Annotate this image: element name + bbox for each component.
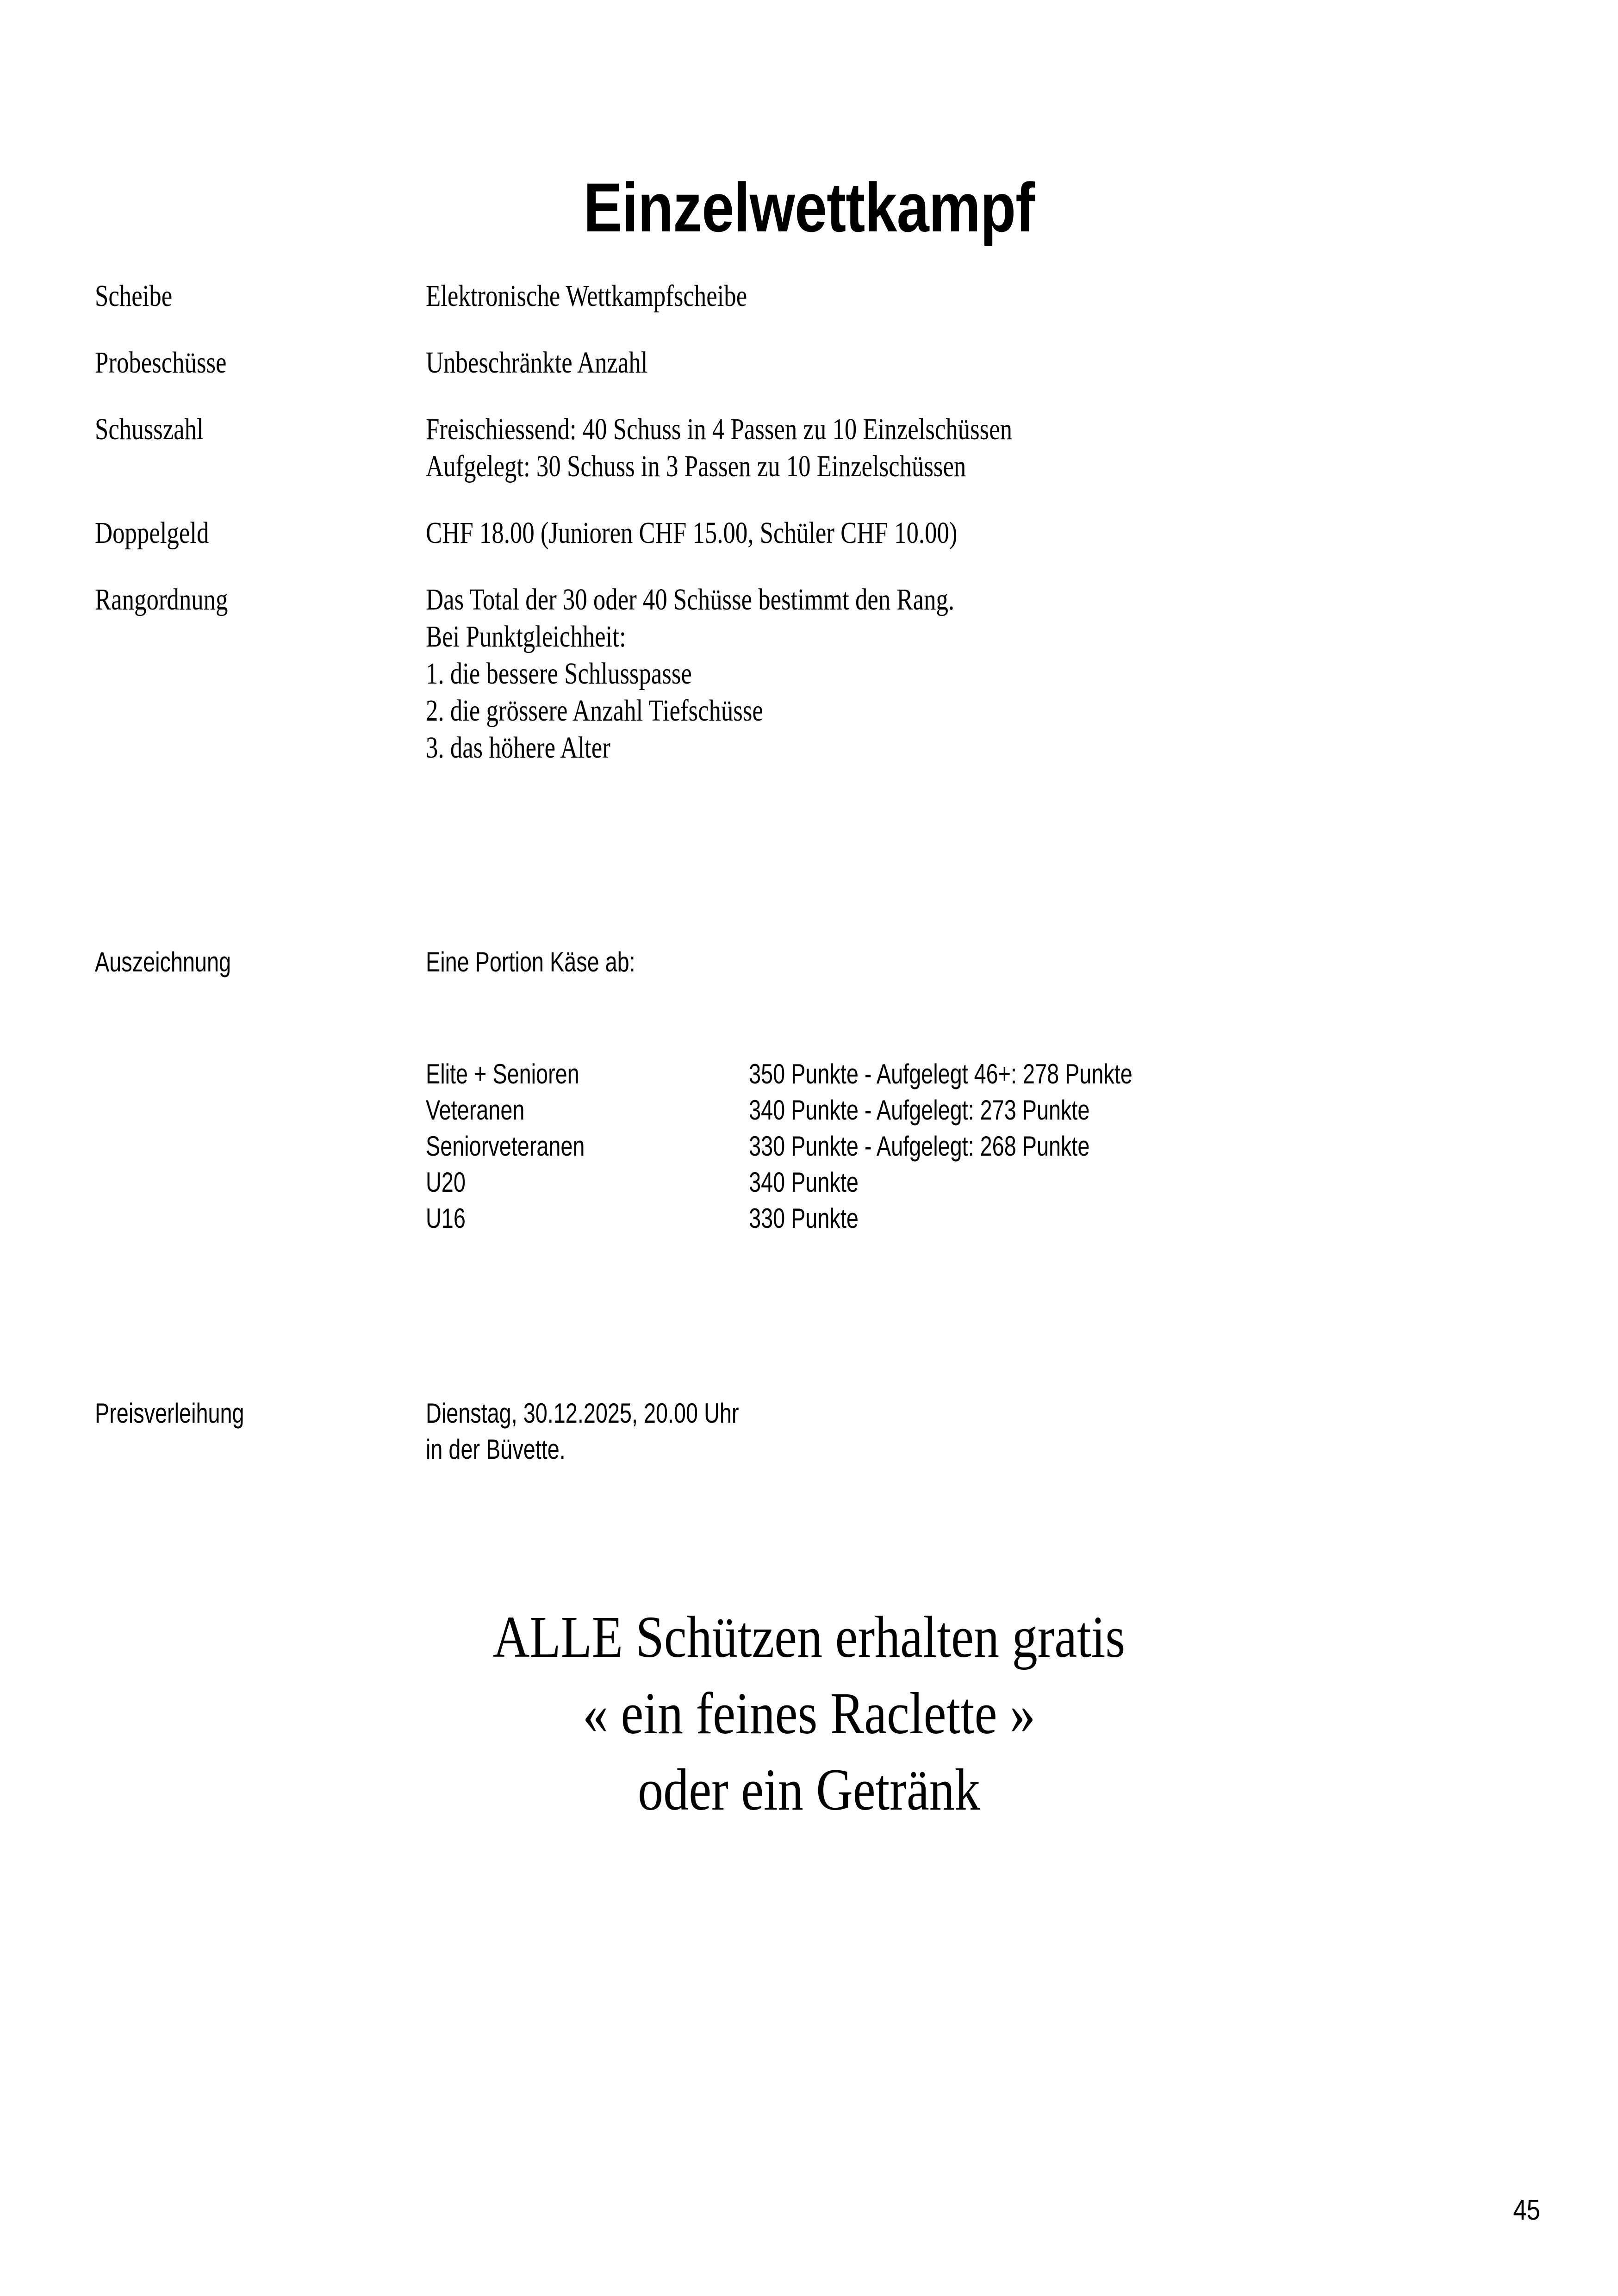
auszeichnung-block bbox=[95, 944, 1553, 1010]
detail-label-schusszahl: Schusszahl bbox=[95, 412, 204, 446]
page-number: 45 bbox=[1513, 2194, 1540, 2226]
detail-line: Dienstag, 30.12.2025, 20.00 Uhr bbox=[426, 1398, 739, 1429]
detail-value-schusszahl bbox=[426, 411, 1553, 485]
detail-line: Elektronische Wettkampfscheibe bbox=[426, 279, 747, 313]
detail-value-preisverleihung bbox=[426, 1395, 1553, 1468]
table-cell-value: 340 Punkte bbox=[749, 1167, 859, 1198]
detail-row-doppelgeld bbox=[95, 515, 1553, 552]
table-row bbox=[426, 1092, 1133, 1128]
table-row bbox=[426, 1201, 1133, 1237]
detail-label-doppelgeld: Doppelgeld bbox=[95, 516, 209, 550]
detail-line: Eine Portion Käse ab: bbox=[426, 946, 635, 977]
table-cell-category: Veteranen bbox=[426, 1095, 525, 1126]
detail-line: in der Büvette. bbox=[426, 1434, 566, 1465]
table-cell-value: 330 Punkte - Aufgelegt: 268 Punkte bbox=[749, 1131, 1090, 1162]
detail-row-probeschuesse bbox=[95, 344, 1553, 381]
table-cell-category: U16 bbox=[426, 1203, 466, 1234]
table-cell-value: 330 Punkte bbox=[749, 1203, 859, 1234]
detail-row-rangordnung bbox=[95, 581, 1553, 766]
detail-row-scheibe bbox=[95, 278, 1553, 315]
table-row bbox=[426, 1128, 1133, 1164]
table-row bbox=[426, 1164, 1133, 1201]
detail-row-auszeichnung bbox=[95, 944, 1553, 980]
award-notice-line-1: ALLE Schützen erhalten gratis bbox=[492, 1604, 1126, 1670]
detail-label-scheibe: Scheibe bbox=[95, 279, 173, 313]
detail-value-rangordnung bbox=[426, 581, 1553, 766]
detail-label-preisverleihung: Preisverleihung bbox=[95, 1398, 244, 1429]
table-cell-value: 340 Punkte - Aufgelegt: 273 Punkte bbox=[749, 1095, 1090, 1126]
detail-row-preisverleihung bbox=[95, 1395, 1553, 1468]
detail-label-auszeichnung: Auszeichnung bbox=[95, 946, 231, 977]
detail-label-probeschuesse: Probeschüsse bbox=[95, 346, 227, 380]
detail-line: Aufgelegt: 30 Schuss in 3 Passen zu 10 Einzelschüssen bbox=[426, 449, 966, 483]
table-cell-category: U20 bbox=[426, 1167, 466, 1198]
table-row bbox=[426, 1056, 1133, 1092]
award-notice-line-2: « ein feines Raclette » bbox=[582, 1680, 1036, 1746]
preisverleihung-block bbox=[95, 1395, 1553, 1497]
detail-line: Freischiessend: 40 Schuss in 4 Passen zu 10 Einzelschüssen bbox=[426, 412, 1013, 446]
detail-line: 3. das höhere Alter bbox=[426, 731, 610, 765]
detail-line: CHF 18.00 (Junioren CHF 15.00, Schüler CHF 10.00) bbox=[426, 516, 958, 550]
points-table bbox=[426, 1056, 1332, 1237]
detail-value-auszeichnung bbox=[426, 944, 1553, 980]
detail-line: 1. die bessere Schlusspasse bbox=[426, 657, 692, 691]
table-cell-category: Elite + Senioren bbox=[426, 1058, 579, 1089]
detail-value-probeschuesse bbox=[426, 344, 1553, 381]
award-notice bbox=[0, 1599, 1618, 1828]
page-title: Einzelwettkampf bbox=[583, 168, 1035, 246]
detail-value-doppelgeld bbox=[426, 515, 1553, 552]
detail-line: 2. die grössere Anzahl Tiefschüsse bbox=[426, 694, 763, 728]
detail-value-scheibe bbox=[426, 278, 1553, 315]
table-cell-category: Seniorveteranen bbox=[426, 1131, 585, 1162]
table-cell-value: 350 Punkte - Aufgelegt 46+: 278 Punkte bbox=[749, 1058, 1133, 1089]
detail-line: Bei Punktgleichheit: bbox=[426, 620, 626, 653]
detail-row-schusszahl bbox=[95, 411, 1553, 485]
competition-details-list bbox=[95, 278, 1553, 796]
detail-line: Unbeschränkte Anzahl bbox=[426, 346, 648, 380]
detail-label-rangordnung: Rangordnung bbox=[95, 583, 228, 616]
detail-line: Das Total der 30 oder 40 Schüsse bestimmt den Rang. bbox=[426, 583, 955, 616]
award-notice-line-3: oder ein Getränk bbox=[638, 1757, 980, 1823]
